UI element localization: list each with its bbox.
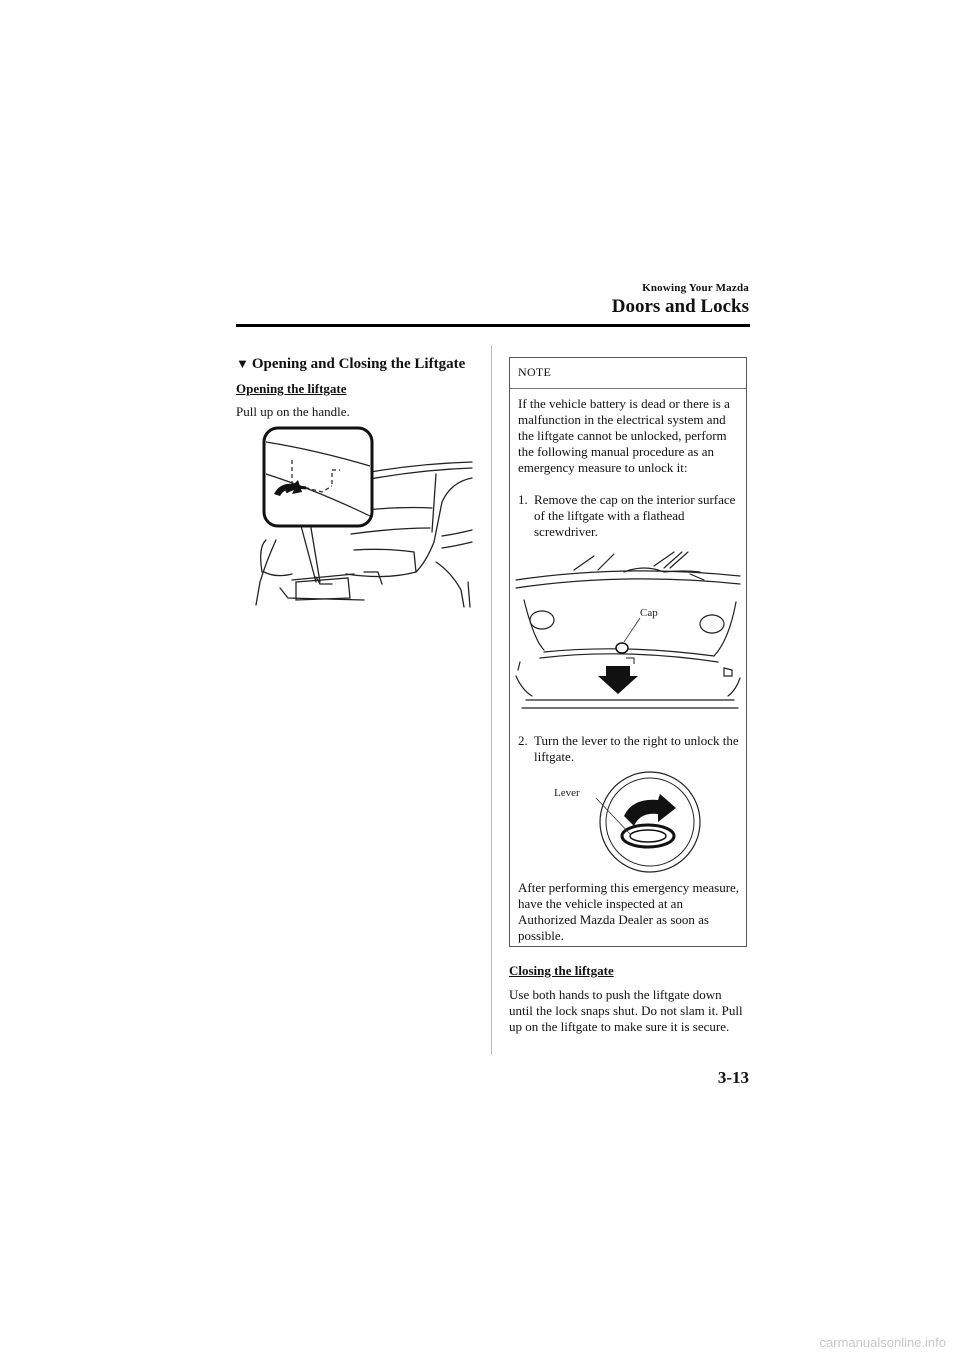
section-heading — [236, 356, 465, 373]
note-step-2 — [518, 733, 742, 765]
note-step-1 — [518, 492, 742, 540]
closing-subtitle: Closing the liftgate — [509, 963, 614, 978]
column-divider — [491, 345, 492, 1055]
page-number: 3-13 — [717, 1068, 749, 1087]
chapter-title: Knowing Your Mazda — [642, 282, 749, 294]
lever-label: Lever — [554, 787, 580, 799]
note-intro: If the vehicle battery is dead or there is a malfunction in the electrical system and the liftgate cannot be unlocked, perform the following manual procedure as an emergency measure to unlock it: — [518, 396, 730, 475]
step-number: 1. — [518, 492, 528, 507]
closing-text: Use both hands to push the liftgate down until the lock snaps shut. Do not slam it. Pull up on the liftgate to make sure it is secure. — [509, 987, 743, 1034]
step-text: Remove the cap on the interior surface of the liftgate with a flathead screwdriver. — [534, 492, 736, 539]
lever-illustration — [540, 770, 710, 880]
note-divider — [510, 388, 746, 389]
section-title: Doors and Locks — [611, 296, 749, 317]
cap-label: Cap — [640, 607, 658, 619]
heading-text: Opening and Closing the Liftgate — [251, 356, 466, 372]
header-rule — [236, 324, 750, 327]
step-number: 2. — [518, 733, 528, 748]
note-after: After performing this emergency measure, have the vehicle inspected at an Authorized Mazda Dealer as soon as possible. — [518, 880, 740, 943]
step-text: Turn the lever to the right to unlock the liftgate. — [534, 733, 739, 764]
note-title: NOTE — [518, 365, 552, 379]
cap-illustration — [514, 550, 742, 710]
liftgate-handle-illustration — [236, 422, 476, 610]
opening-text: Pull up on the handle. — [236, 404, 350, 419]
note-box — [509, 357, 747, 947]
watermark: carmanualsonline.info — [819, 1335, 946, 1350]
heading-marker-icon: ▼ — [236, 356, 249, 371]
opening-subtitle: Opening the liftgate — [236, 381, 347, 396]
